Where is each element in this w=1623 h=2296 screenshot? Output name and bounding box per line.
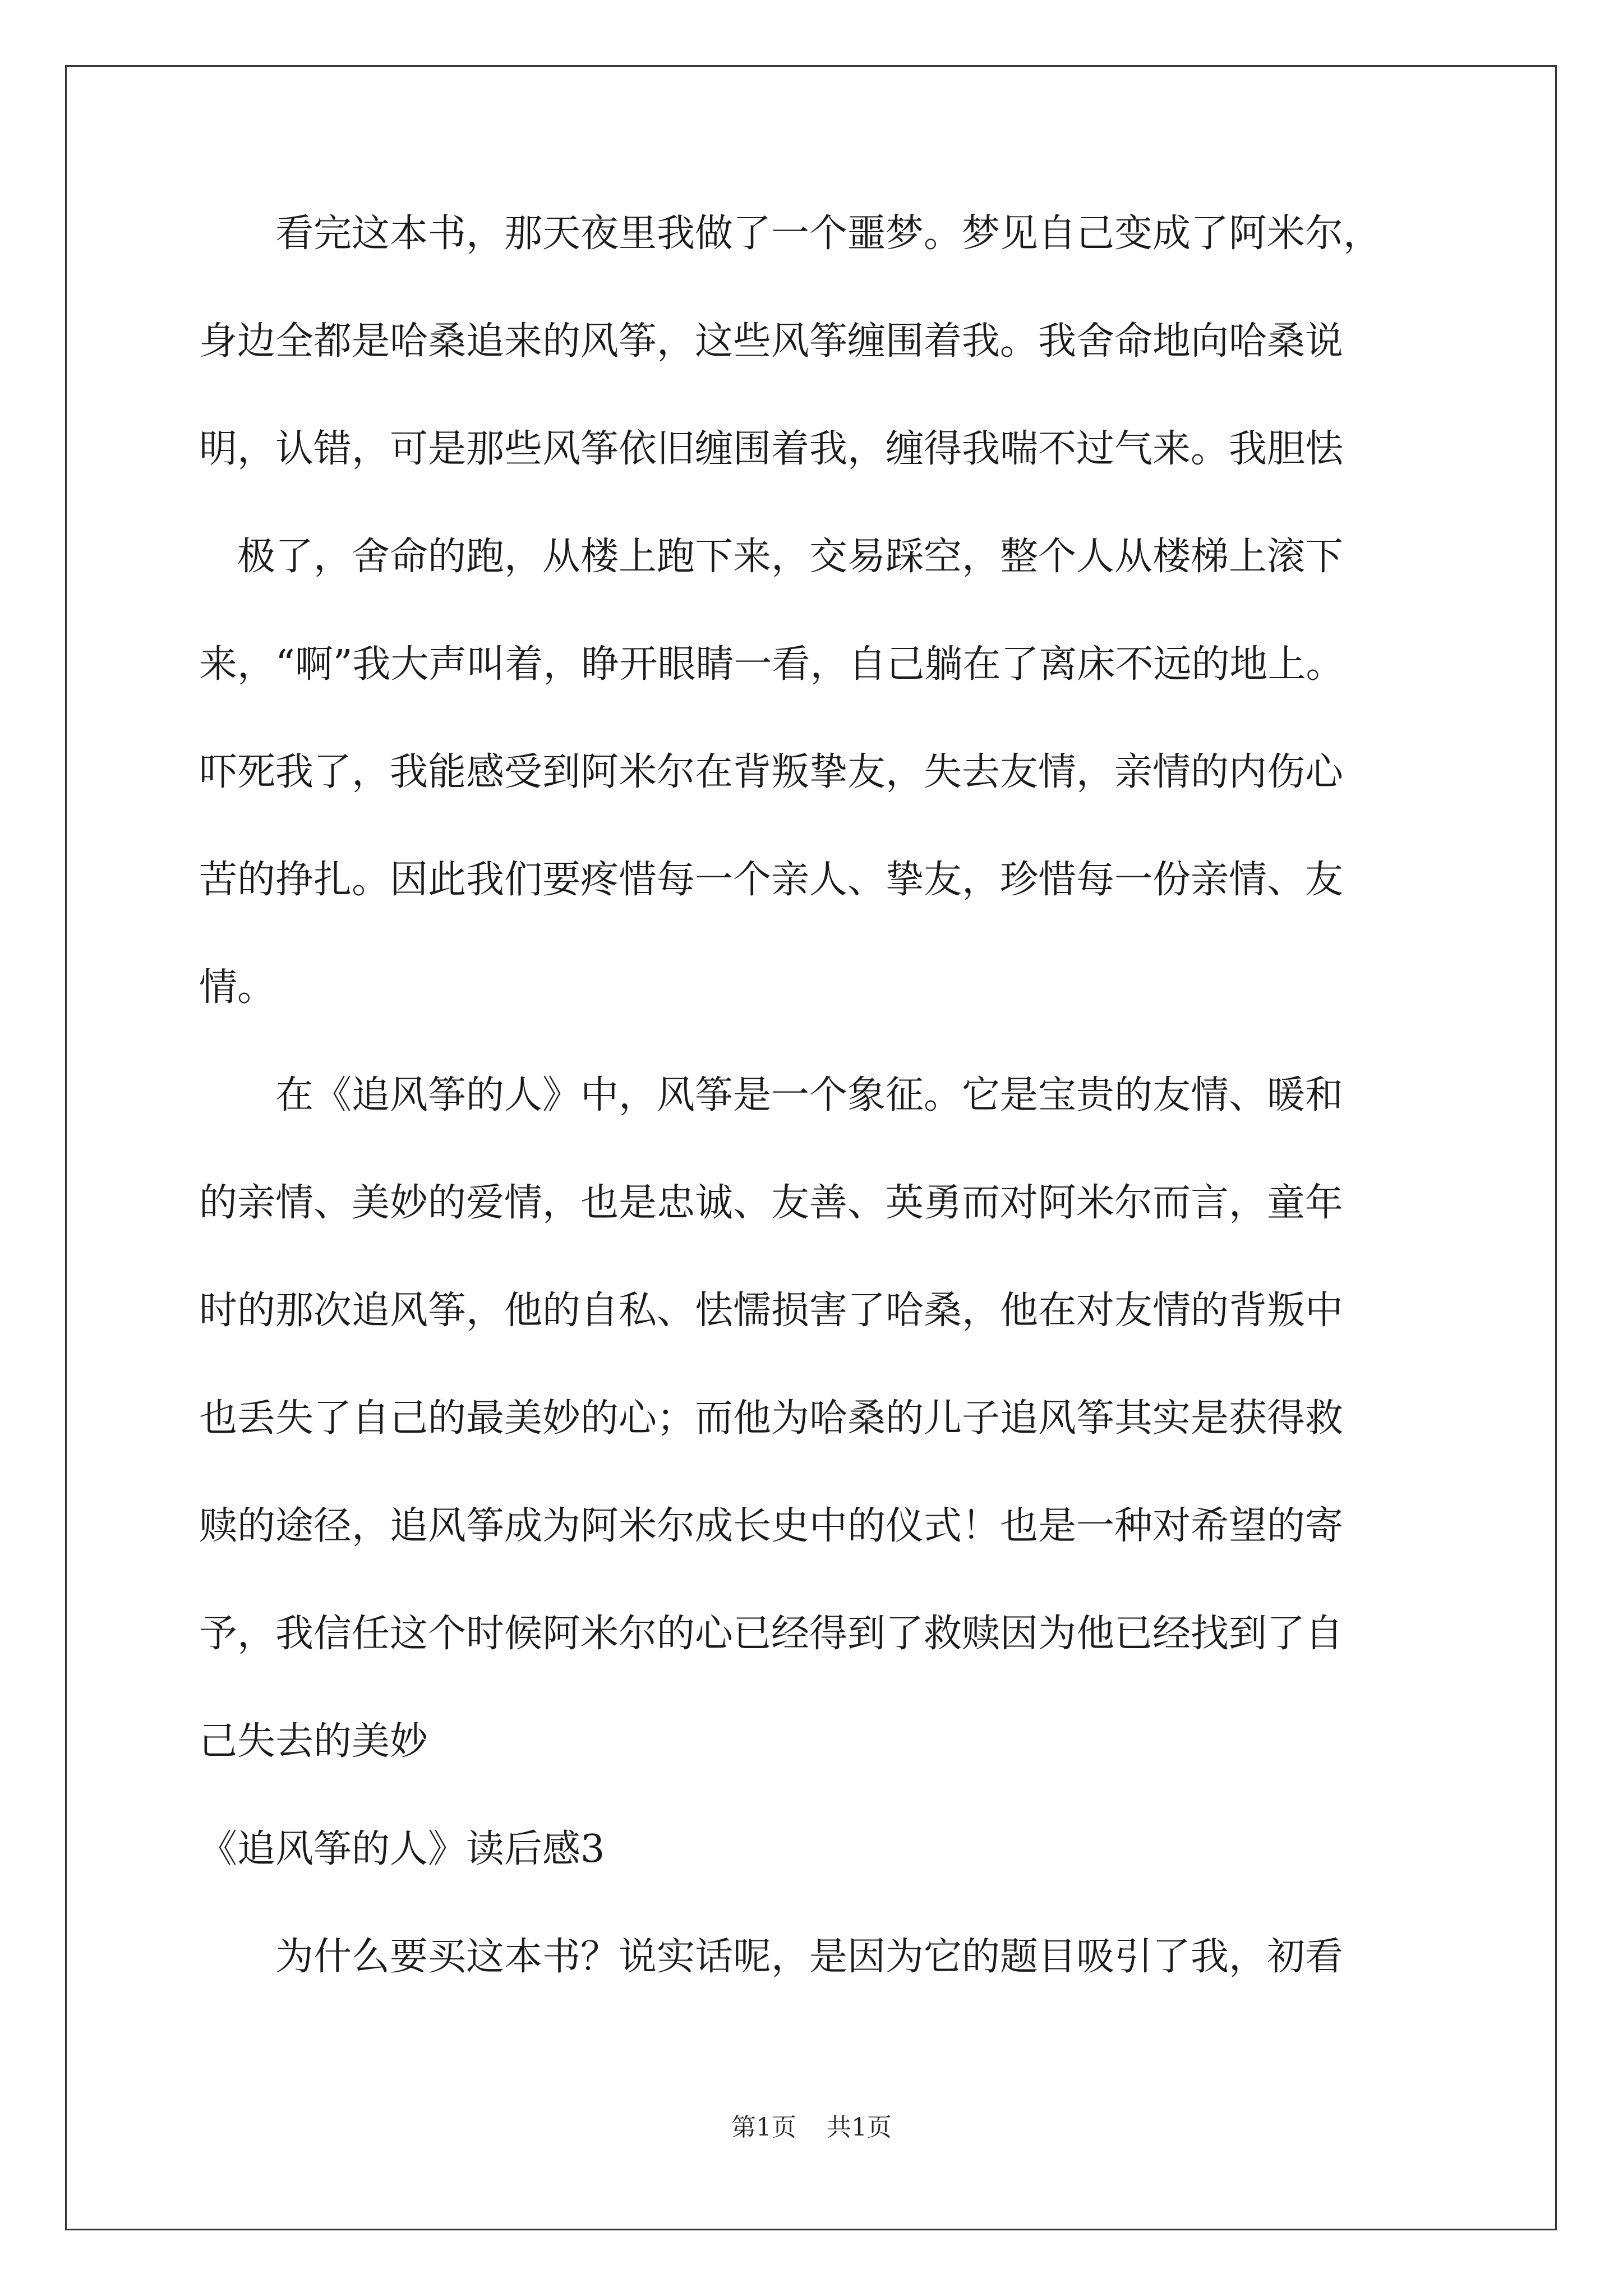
page-number: 第1页 [731,2113,796,2142]
text-line: 赎的途径，追风筝成为阿米尔成长史中的仪式！也是一种对希望的寄 [199,1504,1344,1548]
text-line: 时的那次追风筝，他的自私、怯懦损害了哈桑，他在对友情的背叛中 [199,1289,1344,1333]
text-line: 也丢失了自己的最美妙的心；而他为哈桑的儿子追风筝其实是获得救 [199,1396,1344,1441]
text-line: 明，认错，可是那些风筝依旧缠围着我，缠得我喘不过气来。我胆怯 [199,427,1344,471]
text-line: 为什么要买这本书？说实话呢，是因为它的题目吸引了我，初看 [199,1935,1344,1979]
text-line: 予，我信任这个时候阿米尔的心已经得到了救赎因为他已经找到了自 [199,1612,1344,1656]
text-line: 在《追风筝的人》中，风筝是一个象征。它是宝贵的友情、暖和 [199,1073,1344,1117]
text-line: 身边全都是哈桑追来的风筝，这些风筝缠围着我。我舍命地向哈桑说 [199,319,1344,364]
text-line: 情。 [199,965,276,1010]
page-footer [0,2111,1623,2145]
text-line: 的亲情、美妙的爱情，也是忠诚、友善、英勇而对阿米尔而言，童年 [199,1181,1344,1225]
text-line: 来，“啊”我大声叫着，睁开眼睛一看，自己躺在了离床不远的地上。 [199,642,1344,687]
text-line: 看完这本书，那天夜里我做了一个噩梦。梦见自己变成了阿米尔， [199,211,1382,256]
page-total: 共1页 [827,2113,892,2142]
text-line: 极了，舍命的跑，从楼上跑下来，交易踩空，整个人从楼梯上滚下 [199,535,1344,579]
text-line: 吓死我了，我能感受到阿米尔在背叛挚友，失去友情，亲情的内伤心 [199,750,1344,794]
text-line: 己失去的美妙 [199,1719,428,1764]
section-heading: 《追风筝的人》读后感3 [199,1827,605,1871]
text-line: 苦的挣扎。因此我们要疼惜每一个亲人、挚友，珍惜每一份亲情、友 [199,858,1344,902]
page-border [65,65,1557,2230]
